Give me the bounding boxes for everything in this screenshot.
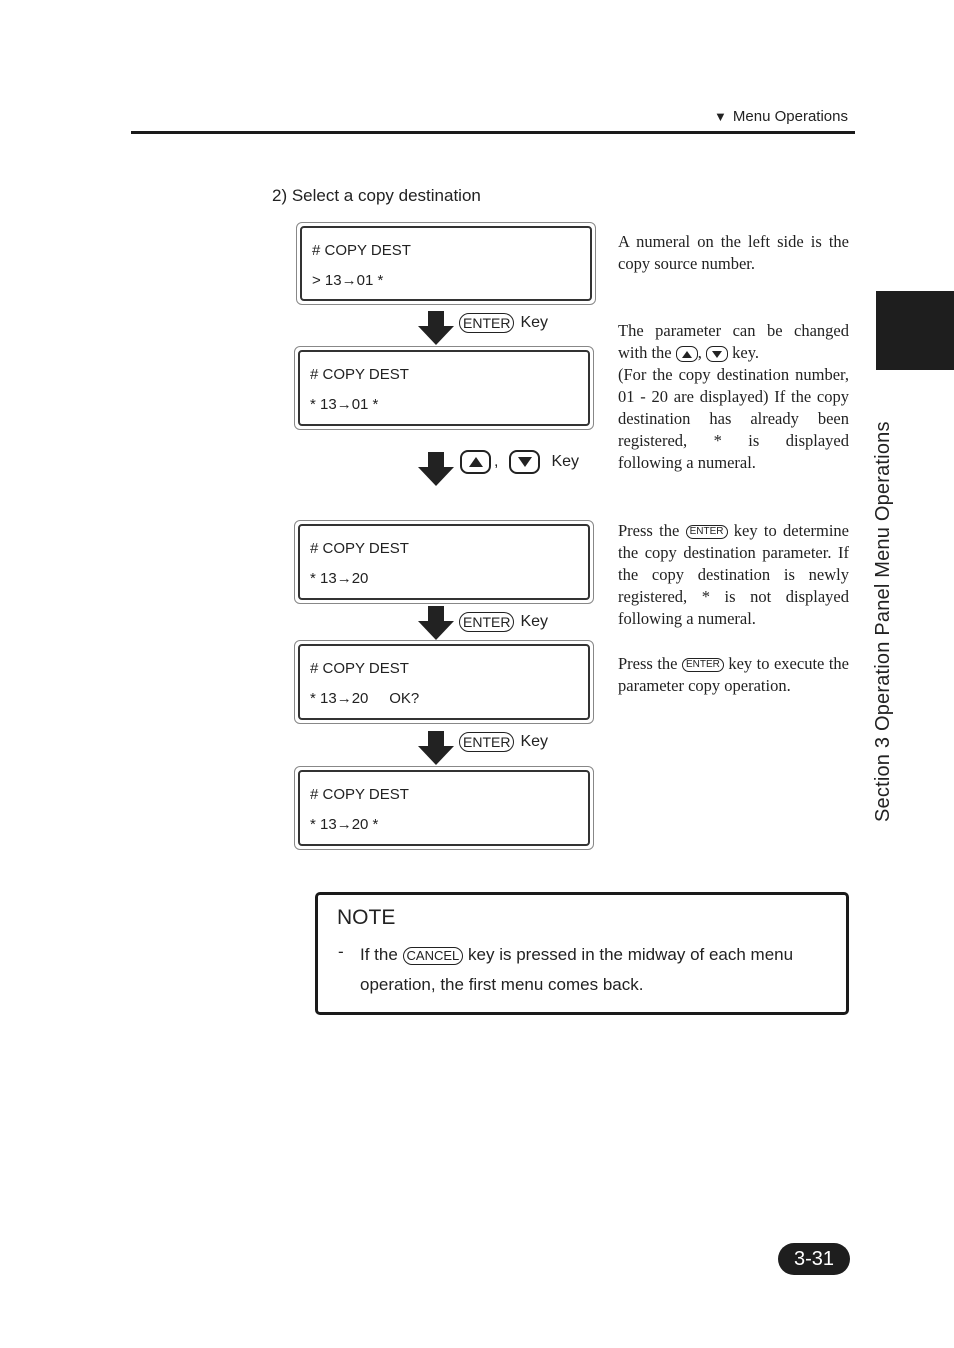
up-key-icon: [460, 450, 491, 474]
lcd-line-1: # COPY DEST: [310, 540, 409, 557]
key-comma: ,: [494, 453, 499, 470]
lcd-line-2: * 13→20 OK?: [310, 690, 420, 707]
down-key-icon: [706, 346, 728, 362]
note-bullet: -: [338, 942, 344, 961]
description-text: A numeral on the left side is the copy source number.: [618, 232, 849, 273]
lcd-display: [294, 520, 594, 604]
enter-key-icon: ENTER: [459, 612, 514, 632]
lcd-line-2: * 13→01 *: [310, 396, 379, 413]
header-rule: [131, 131, 855, 134]
key-label: Key: [551, 453, 580, 470]
description-text-a: Press the: [618, 654, 678, 673]
lcd-line-2: * 13→20: [310, 570, 369, 587]
lcd-line-1: # COPY DEST: [310, 786, 409, 803]
lcd-display: [296, 222, 596, 305]
note-text-b: key is pressed in the midway of each menu operation, the first menu comes back.: [360, 945, 794, 994]
lcd-display: [294, 640, 594, 724]
key-label: Key: [520, 733, 549, 750]
enter-key-icon: ENTER: [459, 313, 514, 333]
page-number: 3-31: [778, 1243, 850, 1275]
description-text: [618, 520, 849, 630]
note-title: NOTE: [337, 906, 396, 929]
description-text-c: (For the copy destination number, 01 - 20 are displayed) If the copy destination has already been registered, * is displayed following a numeral.: [618, 365, 849, 472]
description-text-a: The parameter can be changed with the: [618, 321, 849, 362]
description-text-b: key to execute the parameter copy operation.: [618, 654, 849, 695]
lcd-line-1: # COPY DEST: [312, 242, 411, 259]
lcd-display: [294, 346, 594, 430]
enter-key-instruction: [459, 732, 548, 752]
description-determine-destination: [618, 520, 849, 630]
down-key-icon: [509, 450, 540, 474]
description-copy-source: [618, 231, 849, 275]
lcd-line-1: # COPY DEST: [310, 660, 409, 677]
description-execute-copy: [618, 653, 849, 697]
description-text: [618, 653, 849, 697]
lcd-display: [294, 766, 594, 850]
arrow-down-icon: [418, 311, 454, 345]
description-text-b: key.: [732, 343, 760, 362]
lcd-line-1: # COPY DEST: [310, 366, 409, 383]
description-text-b: key to determine the copy destination parameter. If the copy destination is newly registered, * is not displayed following a numeral.: [618, 521, 850, 628]
header-title-text: Menu Operations: [732, 108, 848, 125]
up-key-icon: [676, 346, 698, 362]
key-label: Key: [520, 613, 549, 630]
up-down-key-instruction: [460, 450, 579, 474]
section-side-title-text: Section 3 Operation Panel Menu Operations: [872, 421, 894, 822]
lcd-line-2: * 13→20 *: [310, 816, 379, 833]
arrow-down-icon: [418, 606, 454, 640]
enter-key-icon: ENTER: [682, 658, 724, 672]
note-text-a: If the: [360, 945, 398, 964]
lcd-line-2: > 13→01 *: [312, 272, 384, 289]
section-tab: [876, 291, 954, 370]
header-title: [714, 108, 848, 125]
enter-key-icon: ENTER: [686, 525, 728, 539]
cancel-key-icon: CANCEL: [403, 947, 464, 965]
arrow-down-icon: [418, 452, 454, 486]
key-label: Key: [520, 314, 549, 331]
arrow-down-icon: [418, 731, 454, 765]
note-box: [315, 892, 849, 1015]
note-text: [360, 940, 840, 1000]
description-text-a: Press the: [618, 521, 680, 540]
triangle-down-icon: ▼: [714, 109, 727, 124]
description-text: The parameter can be changed with the , key.: [618, 321, 849, 362]
enter-key-instruction: [459, 313, 548, 333]
section-side-title: [872, 382, 902, 822]
description-change-parameter: [618, 320, 849, 474]
enter-key-icon: ENTER: [459, 732, 514, 752]
step-title: 2) Select a copy destination: [272, 186, 481, 205]
enter-key-instruction: [459, 612, 548, 632]
